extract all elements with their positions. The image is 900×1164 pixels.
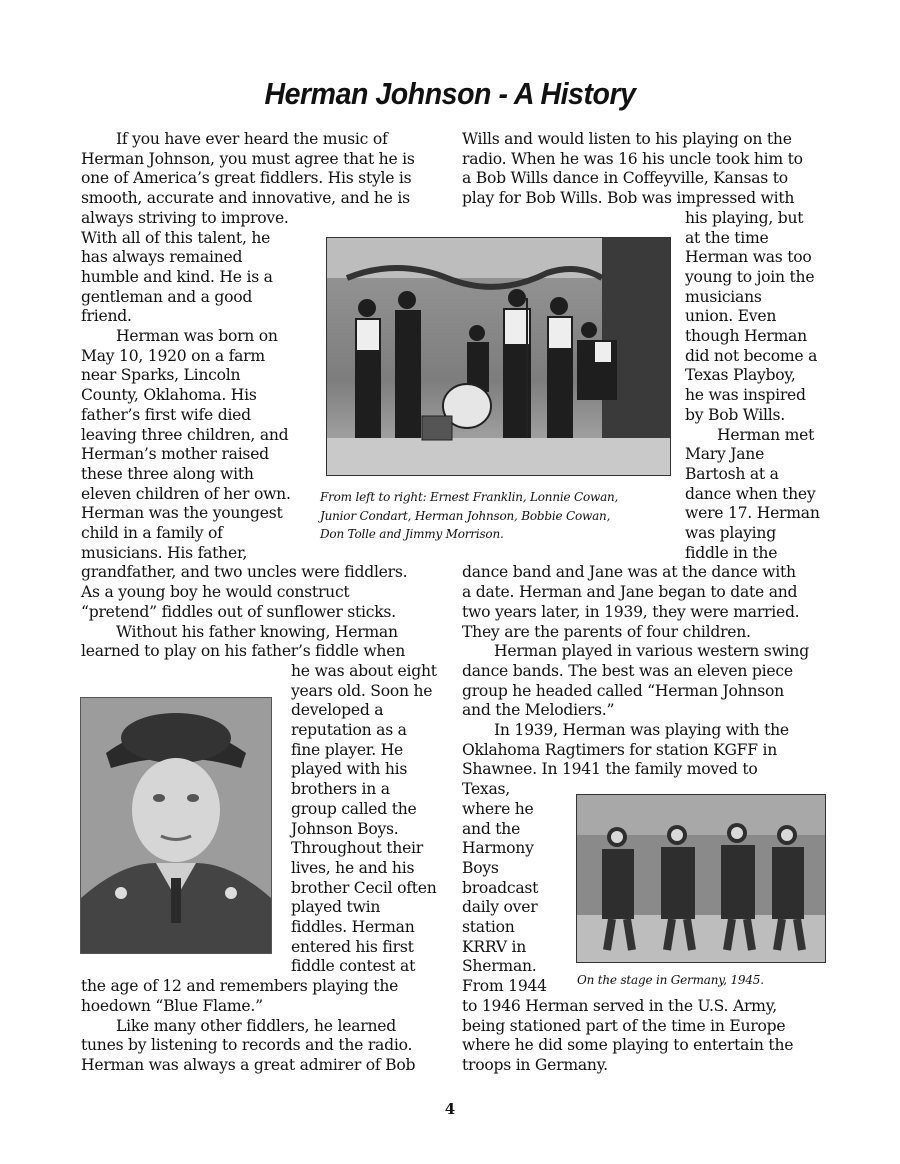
text-line: union. Even bbox=[685, 307, 777, 326]
text-line: Like many other fiddlers, he learned bbox=[116, 1016, 396, 1035]
text-line: Herman was the youngest bbox=[81, 504, 283, 523]
text-line: has always remained bbox=[81, 248, 243, 267]
text-line: did not become a bbox=[685, 346, 818, 365]
germany-stage-photo bbox=[576, 794, 826, 963]
text-line: father’s first wife died bbox=[81, 405, 251, 424]
text-line: developed a bbox=[291, 701, 384, 720]
text-line: Johnson Boys. bbox=[291, 819, 399, 838]
text-line: musicians. His father, bbox=[81, 543, 248, 562]
text-line: near Sparks, Lincoln bbox=[81, 366, 241, 385]
text-line: group called the bbox=[291, 799, 417, 818]
text-line: KRRV in bbox=[462, 937, 527, 956]
text-line: troops in Germany. bbox=[462, 1055, 608, 1074]
text-line: where he bbox=[462, 799, 534, 818]
text-line: In 1939, Herman was playing with the bbox=[494, 721, 789, 739]
text-line: was playing bbox=[685, 524, 776, 542]
band-photo-caption: Junior Condart, Herman Johnson, Bobbie Cowan, bbox=[320, 508, 611, 523]
text-line: Texas Playboy, bbox=[685, 366, 796, 385]
text-line: brothers in a bbox=[291, 780, 390, 799]
text-line: gentleman and a good bbox=[81, 287, 253, 306]
text-line: were 17. Herman bbox=[685, 504, 820, 523]
text-line: With all of this talent, he bbox=[81, 228, 271, 247]
text-line: play for Bob Wills. Bob was impressed with bbox=[462, 189, 795, 208]
text-line: Oklahoma Ragtimers for station KGFF in bbox=[462, 740, 778, 759]
text-line: They are the parents of four children. bbox=[462, 622, 751, 641]
text-line: years old. Soon he bbox=[291, 681, 433, 700]
text-line: Sherman. bbox=[462, 957, 537, 976]
text-line: his playing, but bbox=[685, 208, 804, 227]
text-line: Without his father knowing, Herman bbox=[116, 622, 398, 641]
text-line: where he did some playing to entertain the bbox=[462, 1036, 794, 1055]
text-line: dance when they bbox=[685, 484, 816, 503]
text-line: Boys bbox=[462, 858, 499, 877]
page-number: 4 bbox=[444, 1100, 456, 1118]
text-line: at the time bbox=[685, 228, 769, 247]
text-line: being stationed part of the time in Europe bbox=[462, 1016, 786, 1035]
text-line: by Bob Wills. bbox=[685, 405, 785, 424]
text-line: these three along with bbox=[81, 464, 254, 483]
text-line: grandfather, and two uncles were fiddlers. bbox=[81, 563, 408, 582]
text-line: the age of 12 and remembers playing the bbox=[81, 977, 399, 996]
text-line: smooth, accurate and innovative, and he is bbox=[81, 189, 410, 208]
text-line: entered his first bbox=[291, 937, 414, 956]
text-line: station bbox=[462, 918, 515, 936]
text-line: group he headed called “Herman Johnson bbox=[462, 681, 784, 700]
text-line: played with his bbox=[291, 760, 408, 779]
text-line: played twin bbox=[291, 898, 381, 917]
text-line: If you have ever heard the music of bbox=[116, 130, 388, 148]
text-line: to 1946 Herman served in the U.S. Army, bbox=[462, 996, 777, 1015]
text-line: fine player. He bbox=[291, 740, 404, 759]
band-photo-caption: From left to right: Ernest Franklin, Lonnie Cowan, bbox=[320, 490, 619, 504]
soldier-portrait-photo bbox=[80, 697, 272, 954]
text-line: one of America’s great fiddlers. His style is bbox=[81, 169, 412, 188]
text-line: Herman was born on bbox=[116, 327, 278, 345]
text-line: Shawnee. In 1941 the family moved to bbox=[462, 760, 758, 779]
text-line: Herman was always a great admirer of Bob bbox=[81, 1055, 416, 1074]
text-line: leaving three children, and bbox=[81, 425, 289, 444]
text-line: Herman played in various western swing bbox=[494, 642, 809, 661]
text-line: Texas, bbox=[462, 780, 510, 799]
text-line: “pretend” fiddles out of sunflower sticks. bbox=[81, 602, 396, 621]
germany-photo-caption: On the stage in Germany, 1945. bbox=[577, 973, 764, 987]
text-line: learned to play on his father’s fiddle when bbox=[81, 642, 405, 661]
text-line: musicians bbox=[685, 287, 762, 306]
text-line: Wills and would listen to his playing on the bbox=[462, 130, 792, 148]
text-line: Mary Jane bbox=[685, 445, 765, 464]
text-line: Harmony bbox=[462, 839, 534, 858]
text-line: young to join the bbox=[685, 267, 815, 286]
text-line: lives, he and his bbox=[291, 858, 415, 877]
text-line: hoedown “Blue Flame.” bbox=[81, 996, 263, 1015]
text-line: brother Cecil often bbox=[291, 878, 437, 897]
text-line: and the bbox=[462, 819, 521, 838]
text-line: As a young boy he would construct bbox=[81, 583, 350, 602]
text-line: Throughout their bbox=[291, 839, 423, 858]
text-line: dance band and Jane was at the dance with bbox=[462, 563, 796, 582]
text-line: always striving to improve. bbox=[81, 208, 289, 227]
text-line: he was about eight bbox=[291, 661, 437, 680]
page-title: Herman Johnson - A History bbox=[264, 76, 636, 111]
text-line: Herman met bbox=[717, 425, 815, 444]
text-line: child in a family of bbox=[81, 524, 223, 542]
text-line: friend. bbox=[81, 307, 132, 326]
text-line: daily over bbox=[462, 898, 538, 917]
text-line: Bartosh at a bbox=[685, 464, 779, 483]
text-line: a date. Herman and Jane began to date and bbox=[462, 583, 798, 602]
text-line: he was inspired bbox=[685, 386, 806, 405]
text-line: County, Oklahoma. His bbox=[81, 386, 257, 405]
text-line: and the Melodiers.” bbox=[462, 701, 615, 720]
text-line: Herman Johnson, you must agree that he is bbox=[81, 149, 415, 168]
text-line: Herman was too bbox=[685, 248, 812, 267]
text-line: tunes by listening to records and the radio. bbox=[81, 1036, 413, 1055]
band-photo-caption: Don Tolle and Jimmy Morrison. bbox=[320, 527, 504, 541]
band-photo bbox=[326, 237, 671, 476]
text-line: Herman’s mother raised bbox=[81, 445, 269, 464]
text-line: two years later, in 1939, they were married. bbox=[462, 602, 800, 621]
text-line: fiddle contest at bbox=[291, 957, 416, 976]
text-line: broadcast bbox=[462, 878, 539, 897]
text-line: dance bands. The best was an eleven piece bbox=[462, 661, 793, 680]
text-line: though Herman bbox=[685, 327, 807, 345]
text-line: fiddles. Herman bbox=[291, 918, 415, 936]
text-line: From 1944 bbox=[462, 977, 547, 996]
text-line: humble and kind. He is a bbox=[81, 267, 273, 286]
text-line: a Bob Wills dance in Coffeyville, Kansas to bbox=[462, 169, 788, 188]
text-line: May 10, 1920 on a farm bbox=[81, 346, 265, 365]
text-line: radio. When he was 16 his uncle took him to bbox=[462, 149, 803, 168]
text-line: fiddle in the bbox=[685, 543, 778, 562]
text-line: eleven children of her own. bbox=[81, 484, 291, 503]
text-line: reputation as a bbox=[291, 721, 407, 739]
